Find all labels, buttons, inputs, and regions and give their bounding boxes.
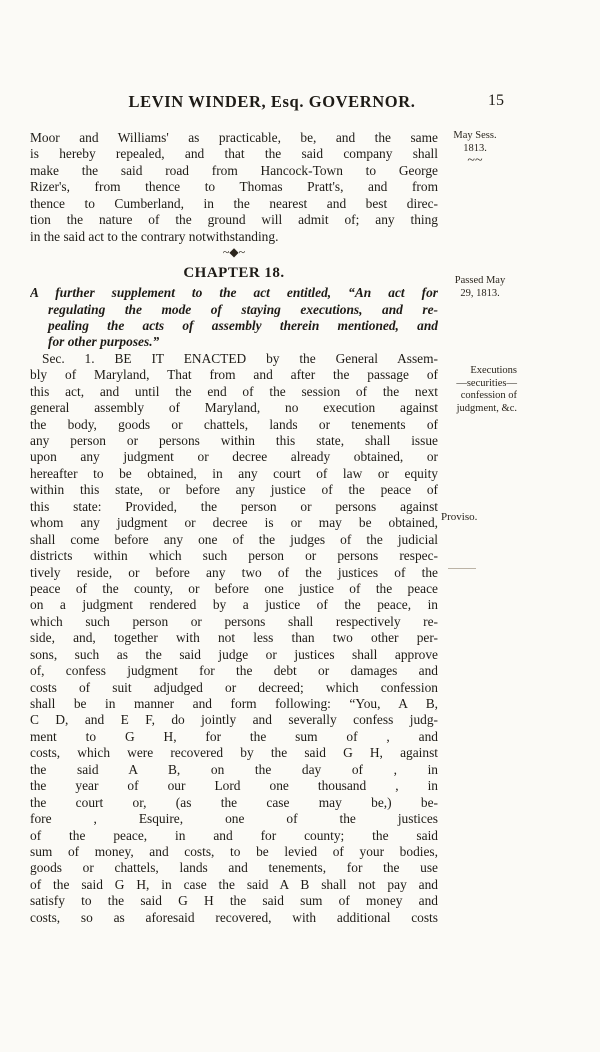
text-line: Moor and Williams' as practicable, be, and the same bbox=[30, 130, 438, 145]
section-line: satisfy to the said G H the said sum of money and bbox=[30, 893, 438, 909]
section-line: tively reside, or before any two of the justices of the bbox=[30, 564, 438, 580]
margin-note-session bbox=[440, 130, 510, 167]
section-line: of the said G H, in case the said A B shall not pay and bbox=[30, 876, 438, 892]
section-line: costs, which were recovered by the said G H, against bbox=[30, 745, 438, 761]
section-line: the said A B, on the day of , in bbox=[30, 761, 438, 777]
section-line: whom any judgment or decree is or may be obtained, bbox=[30, 515, 438, 531]
margin-line: judgment, &c. bbox=[456, 402, 517, 414]
section-line: C D, and E F, do jointly and severally confess judg- bbox=[30, 712, 438, 728]
text-line: tion the nature of the ground will admit of; any thing bbox=[30, 212, 438, 228]
page-header bbox=[0, 92, 600, 114]
section-line: which such person or persons shall respectively re- bbox=[30, 613, 438, 629]
section-line: hereafter to be obtained, in any court of law or equity bbox=[30, 465, 438, 481]
section-line: shall come before any one of the judges of the judicial bbox=[30, 531, 438, 547]
section-line: of the peace, in and for county; the said bbox=[30, 827, 438, 843]
section-line: any person or persons within this state, shall issue bbox=[30, 433, 438, 448]
section-line: bly of Maryland, That from and after the passage of bbox=[30, 367, 438, 383]
body-text bbox=[30, 130, 438, 926]
text-line: Rizer's, from thence to Thomas Pratt's, and from bbox=[30, 179, 438, 195]
section-line: districts within which such person or persons respec- bbox=[30, 548, 438, 564]
running-head: LEVIN WINDER, Esq. GOVERNOR. bbox=[128, 92, 416, 111]
margin-note-executions bbox=[437, 365, 517, 415]
act-title-line: regulating the mode of staying executions, and re- bbox=[48, 301, 438, 317]
section-line: shall be in manner and form following: “You, A B, bbox=[30, 696, 438, 711]
passed-date: 29, 1813. bbox=[460, 287, 500, 299]
section-line: costs of suit adjudged or decreed; which confession bbox=[30, 679, 438, 695]
act-title-line: for other purposes.” bbox=[48, 334, 160, 350]
page-number: 15 bbox=[488, 92, 504, 109]
section-line: this act, and until the end of the session of the next bbox=[30, 383, 438, 399]
margin-rule bbox=[448, 568, 476, 569]
section-ornament: ~◆~ bbox=[222, 245, 246, 260]
session-label: May Sess. bbox=[453, 130, 497, 141]
act-title-line: A further supplement to the act entitled, “An act for bbox=[30, 285, 438, 301]
text-line: is hereby repealed, and that the said company shall bbox=[30, 146, 438, 162]
margin-note-proviso: Proviso. bbox=[441, 511, 478, 523]
section-line: of, confess judgment for the debt or damages and bbox=[30, 663, 438, 679]
session-year: 1813. bbox=[463, 142, 487, 154]
section-line: this state: Provided, the person or persons against bbox=[30, 498, 438, 514]
margin-line: —securities— bbox=[456, 377, 517, 389]
flourish-mark: ~~ bbox=[467, 153, 483, 168]
section-line: the body, goods or chattels, lands or tenements of bbox=[30, 416, 438, 432]
margin-note-passed bbox=[440, 275, 520, 300]
text-line: in the said act to the contrary notwithstanding. bbox=[30, 228, 279, 244]
passed-line: Passed May bbox=[454, 275, 506, 286]
section-line: the year of our Lord one thousand , in bbox=[30, 778, 438, 794]
section-line: upon any judgment or decree already obtained, or bbox=[30, 449, 438, 465]
section-line: Sec. 1. BE IT ENACTED by the General Assem- bbox=[42, 350, 438, 366]
section-line: costs, so as aforesaid recovered, with additional costs bbox=[30, 909, 438, 925]
section-line: ment to G H, for the sum of , and bbox=[30, 728, 438, 744]
margin-line: Executions bbox=[470, 365, 517, 376]
text-line: thence to Cumberland, in the nearest and best direc- bbox=[30, 195, 438, 211]
section-line: goods or chattels, lands and tenements, for the use bbox=[30, 860, 438, 876]
chapter-heading: CHAPTER 18. bbox=[183, 265, 285, 282]
section-line: general assembly of Maryland, no execution against bbox=[30, 400, 438, 416]
section-line: sum of money, and costs, to be levied of your bodies, bbox=[30, 843, 438, 859]
section-line: fore , Esquire, one of the justices bbox=[30, 811, 438, 827]
text-line: make the said road from Hancock-Town to George bbox=[30, 162, 438, 178]
act-title-line: pealing the acts of assembly therein mentioned, and bbox=[48, 317, 438, 333]
margin-line: confession of bbox=[460, 390, 517, 401]
section-line: on a judgment rendered by a justice of the peace, in bbox=[30, 597, 438, 613]
section-line: peace of the county, or before one justice of the peace bbox=[30, 580, 438, 596]
section-line: within this state, or before any justice of the peace of bbox=[30, 482, 438, 498]
section-line: side, and, together with not less than two other per- bbox=[30, 630, 438, 646]
section-line: the court or, (as the case may be,) be- bbox=[30, 794, 438, 810]
section-line: sons, such as the said judge or justices shall approve bbox=[30, 646, 438, 662]
